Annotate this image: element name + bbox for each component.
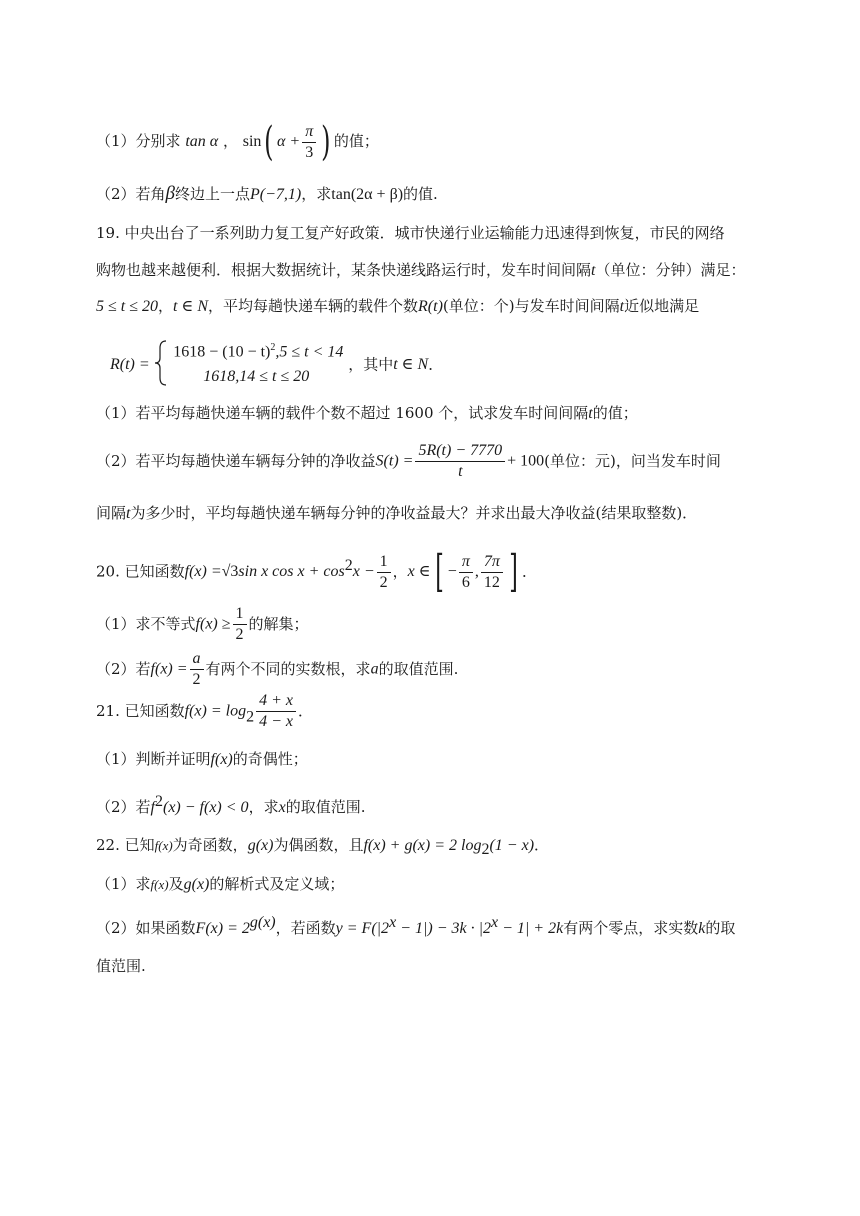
q20-x-in: x ∈ bbox=[407, 563, 431, 580]
q21-sub2-expr: (x) − f(x) < 0 bbox=[163, 799, 249, 816]
q19-formula-end: ． bbox=[428, 355, 444, 374]
q22-stem-c: 为偶函数，且 bbox=[273, 836, 364, 854]
q18-part2-ask: ，求 bbox=[301, 185, 332, 203]
q20-expr: sin x cos x + cos bbox=[238, 563, 345, 580]
q18-part1-suffix: 的值； bbox=[333, 132, 379, 150]
q19-sep: ， bbox=[158, 297, 174, 315]
q20-half-den: 2 bbox=[379, 573, 388, 591]
q20-half bbox=[377, 554, 391, 591]
q19-piece1 bbox=[173, 340, 343, 365]
q18-sep: ， bbox=[222, 132, 238, 150]
q20-int-b-num: 7π bbox=[481, 554, 503, 573]
q20-sub1-f: f(x) ≥ bbox=[195, 615, 231, 633]
q19-cond1: 5 ≤ t ≤ 20 bbox=[96, 298, 159, 315]
q22-end: ． bbox=[534, 836, 550, 854]
q22-sub2-xexp2: x bbox=[491, 914, 499, 931]
q18-part2-mid: 终边上一点 bbox=[175, 185, 251, 203]
q20-sub1-a: （1）求不等式 bbox=[96, 615, 196, 633]
q19-piece1-expr: 1618 − (10 − t) bbox=[173, 343, 271, 361]
q20-rbracket: ] bbox=[509, 546, 518, 597]
q22-sub2 bbox=[96, 915, 735, 937]
q22-sub2-y2: − 1|) − 3k · |2 bbox=[396, 920, 491, 937]
q19-frac-den: t bbox=[458, 463, 463, 480]
q19-frac-num: 5R(t) − 7770 bbox=[415, 443, 505, 462]
q18-part1-prefix: （1）分别求 bbox=[96, 132, 181, 150]
q20-lbracket: [ bbox=[434, 546, 444, 597]
q20-sub1-num: 1 bbox=[233, 606, 247, 625]
q21-sub2-f: f bbox=[150, 799, 155, 816]
q22-stem-b: 为奇函数， bbox=[172, 836, 248, 854]
q21-sub2-var: x bbox=[278, 799, 286, 816]
q19-sub2-line2-a: 间隔 bbox=[96, 504, 127, 522]
q19-sub1-text: （1）若平均每趟快递车辆的载件个数不超过 1600 个，试求发车时间间隔 bbox=[96, 404, 589, 422]
q19-piecewise-formula bbox=[110, 340, 443, 390]
q19-pieces bbox=[173, 340, 343, 390]
q19-formula-cond: t ∈ N bbox=[393, 355, 429, 373]
q22-sub2-a: （2）如果函数 bbox=[96, 919, 196, 937]
q19-cond2: t ∈ N bbox=[173, 298, 208, 315]
q20-int-a-den: 6 bbox=[461, 573, 470, 591]
q22-sub1-f: f(x) bbox=[150, 877, 169, 892]
q21-sub2-b: ，求 bbox=[248, 798, 279, 816]
q21-sub1 bbox=[96, 752, 308, 768]
q22-eq2: (1 − x) bbox=[489, 837, 535, 854]
q22-stem-a: 22. 已知 bbox=[96, 836, 155, 854]
q19-line3-c: 近似地满足 bbox=[624, 297, 700, 315]
q21-end: ． bbox=[297, 702, 313, 720]
q20-a-over-2 bbox=[190, 651, 204, 688]
q21-fraction bbox=[256, 693, 296, 730]
q20-stem-a: 20. 已知函数 bbox=[96, 562, 185, 581]
q19-net-income-fraction bbox=[415, 443, 505, 480]
q20-sub2-num: a bbox=[190, 651, 204, 670]
q19-line2 bbox=[96, 263, 745, 279]
q18-sin: sin bbox=[242, 133, 262, 150]
q19-R: R(t) bbox=[418, 298, 443, 315]
q20-sub2-a: （2）若 bbox=[96, 660, 151, 678]
q19-sub1 bbox=[96, 406, 638, 422]
q22-sub2-F: F(x) = 2 bbox=[195, 920, 250, 937]
q22-sub2-xexp: x bbox=[389, 914, 397, 931]
q21-sub2 bbox=[96, 794, 365, 816]
q19-formula-lhs: R(t) = bbox=[110, 355, 150, 373]
q22-sub2-y: y = F(|2 bbox=[335, 920, 390, 937]
q20-sep: ， bbox=[392, 562, 408, 581]
q19-line2-b: （单位：分钟）满足： bbox=[595, 261, 746, 279]
q21-sub1-a: （1）判断并证明 bbox=[96, 750, 211, 768]
q18-pi: π bbox=[302, 124, 316, 143]
q18-pi-over-3 bbox=[302, 124, 316, 161]
q21-sub2-a: （2）若 bbox=[96, 798, 151, 816]
q22-sub2-k: k bbox=[698, 920, 706, 937]
q20-sub2-b: 有两个不同的实数根，求 bbox=[205, 660, 371, 678]
q20-sq: 2 bbox=[344, 557, 353, 574]
q22-sub1-b: 及 bbox=[168, 875, 184, 893]
q19-S: S(t) = bbox=[375, 452, 414, 470]
q18-part1 bbox=[96, 119, 379, 165]
q20-comma: , bbox=[474, 563, 479, 580]
q22-sub2-line2: 值范围. bbox=[96, 957, 146, 975]
q22-sub2-b: ，若函数 bbox=[275, 919, 336, 937]
q20-fx: f(x) = bbox=[184, 563, 222, 580]
q19-line3-a: ，平均每趟快递车辆的载件个数 bbox=[208, 297, 419, 315]
q19-formula-tail: ，其中 bbox=[348, 355, 394, 374]
q20-sqrt3: √3 bbox=[221, 563, 239, 580]
q22-sub1-g: g(x) bbox=[183, 876, 210, 893]
q20-sub1-den: 2 bbox=[235, 626, 244, 643]
q21-den: 4 − x bbox=[259, 713, 293, 730]
q19-line2-t: t bbox=[591, 262, 596, 279]
q22-sub1 bbox=[96, 877, 344, 893]
q18-beta: β bbox=[165, 183, 176, 204]
q20-sub1-b: 的解集； bbox=[248, 615, 309, 633]
q22-sub2-y3: − 1| + 2k bbox=[498, 920, 564, 937]
q22-sub2-d: 的取 bbox=[705, 919, 736, 937]
left-brace-icon bbox=[154, 340, 168, 386]
q21-sub2-sq: 2 bbox=[155, 793, 163, 810]
q20-sub1 bbox=[96, 606, 309, 643]
q20-stem bbox=[96, 546, 538, 597]
q19-sub1-t: t bbox=[588, 405, 593, 422]
q18-lparen: ( bbox=[264, 119, 274, 165]
q19-sub2-line2 bbox=[96, 506, 697, 522]
q19-sub2 bbox=[96, 443, 721, 480]
q18-alpha-plus: α + bbox=[277, 133, 301, 150]
q21-num: 4 + x bbox=[256, 693, 296, 712]
q20-end: ． bbox=[522, 562, 538, 581]
q19-sub2-line2-b: 为多少时，平均每趟快递车辆每分钟的净收益最大？并求出最大净收益(结果取整数)． bbox=[130, 504, 698, 522]
q20-sub2-var: a bbox=[370, 660, 379, 678]
q20-sub2-c: 的取值范围. bbox=[378, 660, 459, 678]
q20-sub1-half bbox=[233, 606, 247, 643]
q19-line2-a: 购物也越来越便利．根据大数据统计，某条快递线路运行时，发车时间间隔 bbox=[96, 261, 592, 279]
q22-base: 2 bbox=[481, 841, 490, 858]
q22-g: g(x) bbox=[247, 837, 274, 854]
q19-line1: 19. 中央出台了一系列助力复工复产好政策．城市快递行业运输能力迅速得到恢复，市民的网络 bbox=[96, 224, 725, 242]
q19-sub2-b: (单位：元)，问当发车时间 bbox=[544, 452, 721, 470]
q18-part2-suffix: 的值. bbox=[403, 185, 438, 203]
q20-sub2-den: 2 bbox=[192, 671, 201, 688]
q21-fx: f(x) = log bbox=[184, 702, 247, 720]
q21-stem-a: 21. 已知函数 bbox=[96, 702, 185, 720]
q19-line3-b: (单位：个)与发车时间间隔 bbox=[442, 297, 620, 315]
q19-sub1-end: 的值； bbox=[592, 404, 638, 422]
q22-sub1-a: （1）求 bbox=[96, 875, 151, 893]
q22-sub2-c: 有两个零点，求实数 bbox=[563, 919, 699, 937]
q19-piece1-cond: ,5 ≤ t < 14 bbox=[275, 343, 344, 361]
q21-stem bbox=[96, 693, 313, 730]
q22-f: f(x) bbox=[154, 838, 173, 853]
q20-sub2 bbox=[96, 651, 458, 688]
q20-half-num: 1 bbox=[377, 554, 391, 573]
q18-point: P(−7,1) bbox=[250, 186, 302, 203]
q19-piece2: 1618,14 ≤ t ≤ 20 bbox=[203, 368, 310, 386]
q22-stem bbox=[96, 838, 549, 858]
q18-tan-expr: tan(2α + β) bbox=[331, 186, 404, 203]
q19-sub2-a: （2）若平均每趟快递车辆每分钟的净收益 bbox=[96, 452, 376, 470]
q22-eq: f(x) + g(x) = 2 log bbox=[363, 837, 482, 854]
q21-base: 2 bbox=[246, 708, 255, 726]
q18-tan-alpha: tan α bbox=[185, 133, 219, 150]
q18-rparen: ) bbox=[321, 119, 331, 165]
q20-int-a-num: π bbox=[459, 554, 473, 573]
q22-sub2-exp: g(x) bbox=[249, 914, 276, 931]
q19-plus-100: + 100 bbox=[507, 452, 545, 470]
q22-sub1-c: 的解析式及定义域； bbox=[209, 875, 345, 893]
q18-three: 3 bbox=[305, 143, 314, 161]
q20-expr2: x − bbox=[352, 563, 375, 580]
q19-brace bbox=[154, 340, 168, 389]
q21-sub1-b: 的奇偶性； bbox=[232, 750, 308, 768]
q18-part2-prefix: （2）若角 bbox=[96, 185, 166, 203]
q20-int-b-den: 12 bbox=[483, 573, 500, 591]
q20-sub2-f: f(x) = bbox=[150, 660, 188, 678]
q18-part2 bbox=[96, 184, 438, 203]
q20-neg: − bbox=[447, 563, 457, 580]
q19-line3-t: t bbox=[619, 298, 625, 315]
q19-sub2-line2-t: t bbox=[126, 505, 131, 522]
q20-int-a bbox=[459, 554, 473, 591]
q21-sub2-c: 的取值范围. bbox=[285, 798, 366, 816]
q19-line3 bbox=[96, 299, 699, 315]
q19-piece1-exp: 2 bbox=[270, 342, 276, 353]
q20-int-b bbox=[481, 554, 503, 591]
q21-sub1-f: f(x) bbox=[210, 751, 233, 768]
